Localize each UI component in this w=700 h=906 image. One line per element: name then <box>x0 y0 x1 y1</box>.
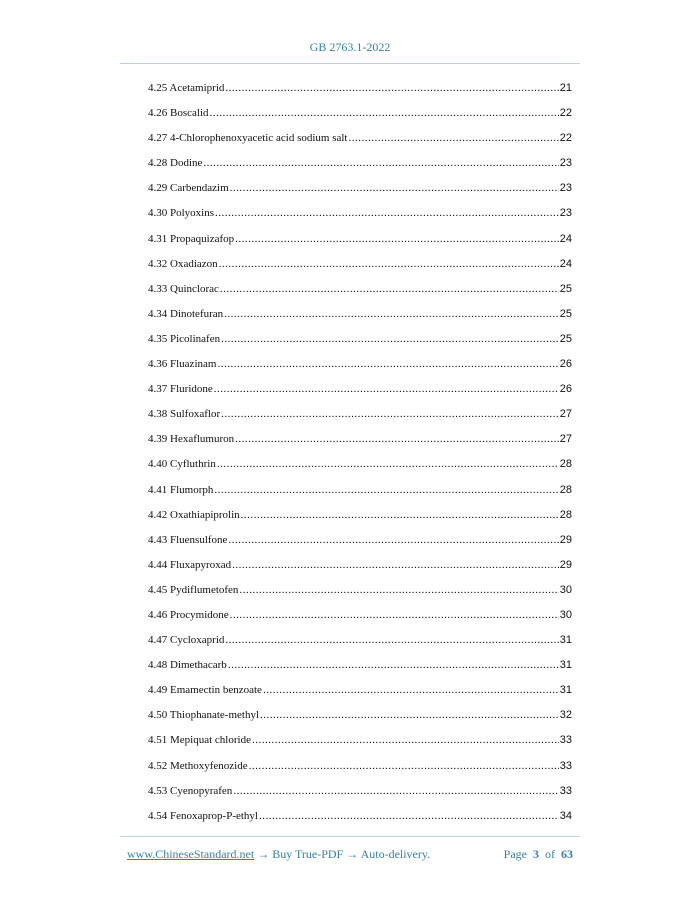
dot-leader <box>221 333 559 345</box>
toc-entry-label: 4.54 Fenoxaprop-P-ethyl <box>148 809 258 822</box>
toc-entry-page: 23 <box>559 182 572 195</box>
dot-leader <box>232 559 559 571</box>
toc-entry[interactable] <box>148 258 572 283</box>
toc-entry[interactable] <box>148 609 572 634</box>
toc-entry[interactable] <box>148 283 572 308</box>
dot-leader <box>233 785 558 797</box>
toc-entry-page: 33 <box>559 734 572 747</box>
toc-entry-label: 4.53 Cyenopyrafen <box>148 784 233 797</box>
toc-entry-page: 23 <box>559 157 572 170</box>
toc-entry[interactable] <box>148 634 572 659</box>
dot-leader <box>230 609 559 621</box>
toc-entry-label: 4.47 Cycloxaprid <box>148 634 225 647</box>
dot-leader <box>263 684 559 696</box>
toc-entry-page: 27 <box>559 408 572 421</box>
toc-entry-label: 4.41 Flumorph <box>148 483 214 496</box>
page-indicator <box>504 847 573 862</box>
toc-entry-label: 4.40 Cyfluthrin <box>148 458 216 471</box>
toc-entry-page: 28 <box>559 458 572 471</box>
toc-entry-page: 33 <box>559 759 572 772</box>
toc-entry-label: 4.52 Methoxyfenozide <box>148 759 248 772</box>
dot-leader <box>220 283 559 295</box>
toc-entry-page: 22 <box>559 132 572 145</box>
dot-leader <box>259 810 559 822</box>
toc-entry-page: 31 <box>559 684 572 697</box>
toc-entry-page: 24 <box>559 232 572 245</box>
dot-leader <box>214 484 558 496</box>
toc-entry[interactable] <box>148 760 572 785</box>
toc-entry[interactable] <box>148 408 572 433</box>
toc-entry-page: 22 <box>559 107 572 120</box>
table-of-contents <box>148 82 572 835</box>
toc-entry-page: 32 <box>559 709 572 722</box>
page-word: Page <box>503 847 527 861</box>
toc-entry-page: 31 <box>559 659 572 672</box>
toc-entry-page: 26 <box>559 383 572 396</box>
toc-entry[interactable] <box>148 383 572 408</box>
toc-entry[interactable] <box>148 458 572 483</box>
toc-entry-label: 4.35 Picolinafen <box>148 332 221 345</box>
dot-leader <box>219 258 559 270</box>
toc-entry-label: 4.49 Emamectin benzoate <box>148 684 262 697</box>
toc-entry-page: 25 <box>559 307 572 320</box>
toc-entry[interactable] <box>148 534 572 559</box>
dot-leader <box>217 358 558 370</box>
toc-entry-label: 4.34 Dinotefuran <box>148 307 224 320</box>
dot-leader <box>224 308 559 320</box>
toc-entry[interactable] <box>148 308 572 333</box>
of-word: of <box>545 847 555 861</box>
toc-entry[interactable] <box>148 559 572 584</box>
website-link[interactable]: www.ChineseStandard.net <box>127 847 255 861</box>
toc-entry-label: 4.26 Boscalid <box>148 107 209 120</box>
toc-entry[interactable] <box>148 132 572 157</box>
dot-leader <box>249 760 559 772</box>
toc-entry[interactable] <box>148 484 572 509</box>
toc-entry[interactable] <box>148 785 572 810</box>
toc-entry-label: 4.42 Oxathiapiprolin <box>148 508 240 521</box>
toc-entry-page: 23 <box>559 207 572 220</box>
toc-entry[interactable] <box>148 157 572 182</box>
toc-entry-label: 4.39 Hexaflumuron <box>148 433 235 446</box>
toc-entry-page: 26 <box>559 358 572 371</box>
footer-promo-text: → Buy True-PDF → Auto-delivery. <box>254 847 431 861</box>
toc-entry-label: 4.44 Fluxapyroxad <box>148 558 232 571</box>
dot-leader <box>230 182 559 194</box>
dot-leader <box>235 233 559 245</box>
toc-entry-label: 4.43 Fluensulfone <box>148 533 228 546</box>
dot-leader <box>348 132 558 144</box>
header-divider <box>120 63 580 64</box>
page-footer <box>127 847 573 862</box>
toc-entry-page: 31 <box>559 634 572 647</box>
toc-entry-label: 4.37 Fluridone <box>148 383 213 396</box>
dot-leader <box>241 509 559 521</box>
dot-leader <box>217 458 559 470</box>
toc-entry-label: 4.29 Carbendazim <box>148 182 229 195</box>
toc-entry-label: 4.25 Acetamiprid <box>148 82 225 94</box>
toc-entry-page: 25 <box>559 282 572 295</box>
toc-entry-page: 29 <box>559 533 572 546</box>
toc-entry[interactable] <box>148 207 572 232</box>
toc-entry[interactable] <box>148 107 572 132</box>
toc-entry-label: 4.48 Dimethacarb <box>148 659 227 672</box>
toc-entry[interactable] <box>148 433 572 458</box>
toc-entry[interactable] <box>148 82 572 107</box>
toc-entry[interactable] <box>148 659 572 684</box>
toc-entry-page: 33 <box>559 784 572 797</box>
dot-leader <box>260 709 559 721</box>
toc-entry[interactable] <box>148 358 572 383</box>
toc-entry-page: 34 <box>559 809 572 822</box>
dot-leader <box>252 734 559 746</box>
current-page: 3 <box>533 847 539 861</box>
dot-leader <box>225 634 558 646</box>
toc-entry-page: 30 <box>559 608 572 621</box>
toc-entry[interactable] <box>148 233 572 258</box>
toc-entry[interactable] <box>148 810 572 835</box>
footer-divider <box>120 836 580 837</box>
dot-leader <box>221 408 559 420</box>
toc-entry[interactable] <box>148 684 572 709</box>
toc-entry[interactable] <box>148 509 572 534</box>
toc-entry-label: 4.50 Thiophanate-methyl <box>148 709 259 722</box>
toc-entry-label: 4.51 Mepiquat chloride <box>148 734 251 747</box>
dot-leader <box>225 82 558 94</box>
toc-entry[interactable] <box>148 709 572 734</box>
toc-entry-page: 29 <box>559 558 572 571</box>
toc-entry-page: 30 <box>559 583 572 596</box>
dot-leader <box>203 157 558 169</box>
dot-leader <box>228 659 559 671</box>
toc-entry[interactable] <box>148 182 572 207</box>
toc-entry-label: 4.45 Pydiflumetofen <box>148 583 239 596</box>
toc-entry-label: 4.36 Fluazinam <box>148 358 217 371</box>
toc-entry-page: 24 <box>559 257 572 270</box>
toc-entry-label: 4.30 Polyoxins <box>148 207 215 220</box>
toc-entry-page: 27 <box>559 433 572 446</box>
toc-entry-page: 21 <box>559 82 572 94</box>
toc-entry[interactable] <box>148 584 572 609</box>
footer-promo <box>127 847 430 862</box>
toc-entry-label: 4.32 Oxadiazon <box>148 257 218 270</box>
toc-entry[interactable] <box>148 333 572 358</box>
toc-entry-label: 4.27 4-Chlorophenoxyacetic acid sodium salt <box>148 132 348 145</box>
toc-entry[interactable] <box>148 734 572 759</box>
toc-entry-label: 4.31 Propaquizafop <box>148 232 235 245</box>
toc-entry-page: 28 <box>559 483 572 496</box>
dot-leader <box>210 107 559 119</box>
toc-entry-label: 4.33 Quinclorac <box>148 282 219 295</box>
dot-leader <box>214 383 559 395</box>
toc-entry-label: 4.38 Sulfoxaflor <box>148 408 221 421</box>
toc-entry-label: 4.46 Procymidone <box>148 608 229 621</box>
total-pages: 63 <box>561 847 573 861</box>
dot-leader <box>215 207 559 219</box>
dot-leader <box>228 534 558 546</box>
dot-leader <box>239 584 558 596</box>
toc-entry-page: 25 <box>559 332 572 345</box>
dot-leader <box>235 433 559 445</box>
document-header: GB 2763.1-2022 <box>309 40 391 54</box>
toc-entry-label: 4.28 Dodine <box>148 157 203 170</box>
toc-entry-page: 28 <box>559 508 572 521</box>
